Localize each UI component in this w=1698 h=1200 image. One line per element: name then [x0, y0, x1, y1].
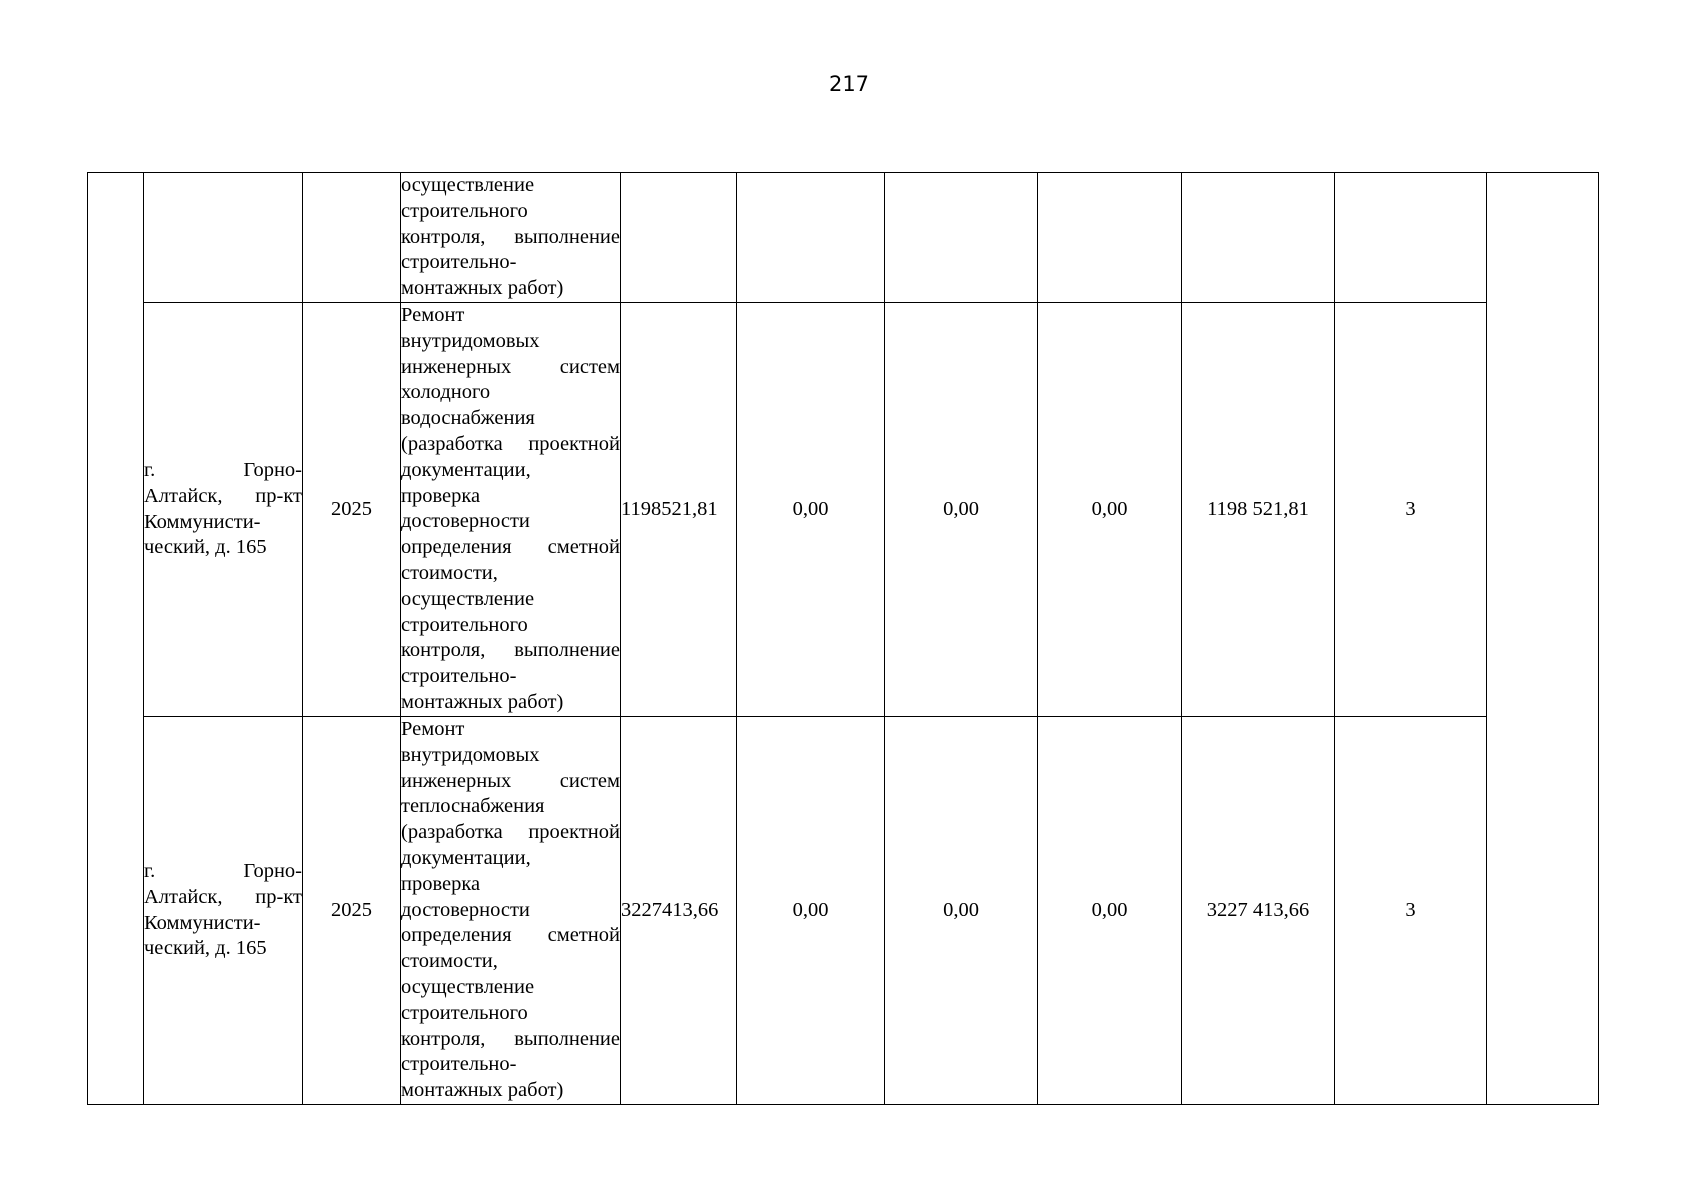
cell-total: 1198 521,81: [1182, 303, 1335, 717]
cell-code: 3: [1335, 717, 1487, 1105]
cell-amount: [621, 173, 737, 303]
description-line: проверка: [401, 484, 481, 507]
cell-col-b: 0,00: [885, 717, 1038, 1105]
cell-number: [88, 173, 144, 1105]
address-line: Алтайск, пр-кт: [144, 885, 302, 908]
cell-col-a: 0,00: [737, 303, 885, 717]
cell-col-c: [1038, 173, 1182, 303]
description-line: водоснабжения: [401, 407, 535, 430]
description-line: достоверности: [401, 898, 530, 921]
description-line: строительно-: [401, 1053, 517, 1076]
cell-address: [144, 717, 303, 1105]
table-row: [88, 717, 1599, 1105]
cell-address: [144, 303, 303, 717]
page-number: 217: [828, 72, 870, 96]
description-line: документации,: [401, 846, 531, 869]
cell-description: [401, 717, 621, 1105]
cell-col-b: 0,00: [885, 303, 1038, 717]
cell-last: [1487, 173, 1599, 1105]
cell-description: [401, 173, 621, 303]
description-line: (разработка проектной: [401, 821, 620, 844]
description-line: строительного: [401, 199, 528, 222]
cell-col-c: 0,00: [1038, 303, 1182, 717]
cell-year: 2025: [303, 303, 401, 717]
description-line: инженерных систем: [401, 769, 620, 792]
description-line: осуществление: [401, 587, 535, 610]
description-line: контроля, выполнение: [401, 1027, 620, 1050]
description-line: контроля, выполнение: [401, 225, 620, 248]
description-line: Ремонт: [401, 718, 465, 740]
description-line: проверка: [401, 872, 481, 895]
description-line: внутридомовых: [401, 329, 540, 352]
address-line: г. Горно-: [144, 859, 302, 882]
works-table: [87, 172, 1599, 1105]
cell-col-c: 0,00: [1038, 717, 1182, 1105]
table-row-continued: [88, 173, 1599, 303]
description-line: строительно-: [401, 251, 517, 274]
description-line: монтажных работ): [401, 690, 564, 713]
description-line: Ремонт: [401, 304, 465, 326]
description-line: монтажных работ): [401, 1079, 564, 1102]
address-line: ческий, д. 165: [144, 536, 267, 559]
cell-col-a: 0,00: [737, 717, 885, 1105]
description-line: теплоснабжения: [401, 795, 545, 818]
description-line: (разработка проектной: [401, 432, 620, 455]
cell-description: [401, 303, 621, 717]
description-line: холодного: [401, 381, 491, 404]
description-line: строительно-: [401, 665, 517, 688]
table-row: [88, 303, 1599, 717]
cell-year: 2025: [303, 717, 401, 1105]
cell-code: 3: [1335, 303, 1487, 717]
description-line: документации,: [401, 458, 531, 481]
cell-amount: 1198521,81: [621, 303, 737, 717]
address-line: ческий, д. 165: [144, 937, 267, 960]
address-line: Коммунисти-: [144, 510, 261, 533]
address-line: г. Горно-: [144, 458, 302, 481]
description-line: контроля, выполнение: [401, 639, 620, 662]
description-line: осуществление: [401, 174, 535, 196]
description-line: инженерных систем: [401, 355, 620, 378]
description-line: строительного: [401, 613, 528, 636]
description-line: внутридомовых: [401, 743, 540, 766]
cell-address: [144, 173, 303, 303]
description-line: определения сметной: [401, 536, 620, 559]
cell-year: [303, 173, 401, 303]
address-line: Коммунисти-: [144, 911, 261, 934]
description-line: стоимости,: [401, 561, 498, 584]
cell-col-b: [885, 173, 1038, 303]
description-line: строительного: [401, 1001, 528, 1024]
cell-total: [1182, 173, 1335, 303]
description-line: достоверности: [401, 510, 530, 533]
cell-col-a: [737, 173, 885, 303]
cell-code: [1335, 173, 1487, 303]
cell-amount: 3227413,66: [621, 717, 737, 1105]
description-line: определения сметной: [401, 924, 620, 947]
description-line: монтажных работ): [401, 277, 564, 300]
cell-total: 3227 413,66: [1182, 717, 1335, 1105]
description-line: осуществление: [401, 975, 535, 998]
address-line: Алтайск, пр-кт: [144, 484, 302, 507]
description-line: стоимости,: [401, 950, 498, 973]
